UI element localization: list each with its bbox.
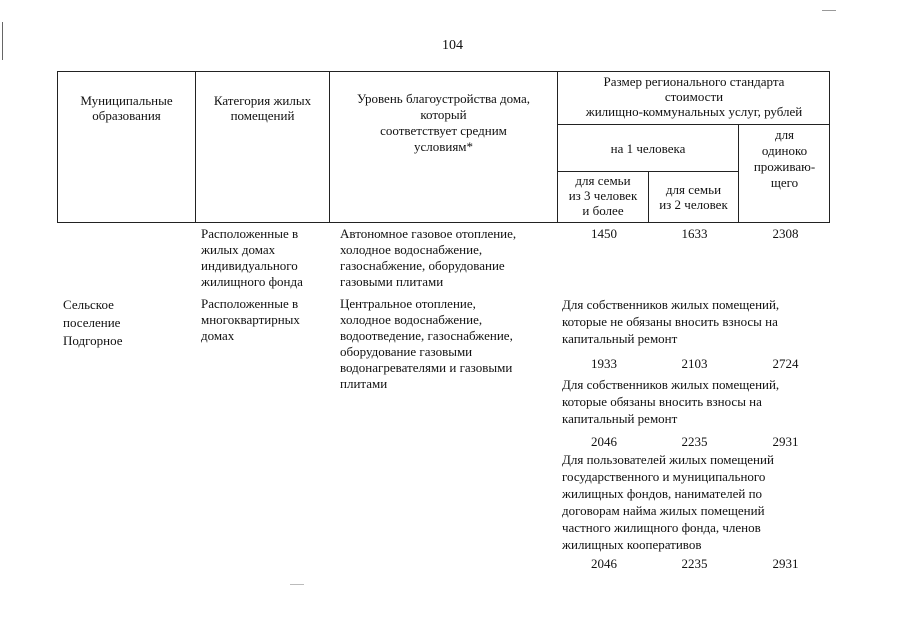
row2-value-3-family3: 2046: [591, 556, 617, 571]
header-per-person: на 1 человека: [610, 140, 686, 156]
scan-mark: [290, 584, 304, 585]
row2-note-1: Для собственников жилых помещений, которые не обязаны вносить взносы на капитальный ремонт: [562, 297, 780, 346]
header-category: Категория жилых помещений: [213, 93, 312, 123]
row2-level: Центральное отопление, холодное водоснабжение, водоотведение, газоснабжение, оборудование газовыми водонагревателями и газовыми плитами: [340, 296, 513, 391]
header-municipal: Муниципальные образования: [80, 93, 173, 123]
row2-note-3: Для пользователей жилых помещений государственного и муниципального жилищных фондов, нанимателей по договорам найма жилых помещений частного жилищного фонда, членов жилищных кооперативов: [562, 452, 774, 552]
header-single: для одиноко проживаю- щего: [753, 127, 816, 190]
header-family2: для семьи из 2 человек: [659, 182, 728, 212]
row1-value-family2: 1633: [681, 226, 708, 241]
row2-category: Расположенные в многоквартирных домах: [201, 296, 300, 343]
row2-value-2-family3: 2046: [591, 434, 617, 449]
row1-category: Расположенные в жилых домах индивидуального жилищного фонда: [201, 226, 303, 289]
header-family3: для семьи из 3 человек и более: [568, 173, 638, 218]
header-level: Уровень благоустройства дома, который соответствует средним условиям*: [356, 91, 531, 154]
row1-value-family3: 1450: [591, 226, 617, 241]
row1-level: Автономное газовое отопление, холодное водоснабжение, газоснабжение, оборудование газовыми плитами: [340, 226, 517, 289]
header-size: Размер регионального стандарта стоимости жилищно-коммунальных услуг, рублей: [585, 74, 803, 119]
row2-value-3-single: 2931: [772, 556, 799, 571]
row2-value-2-family2: 2235: [681, 434, 708, 449]
row2-value-1-family3: 1933: [591, 356, 617, 371]
page-number: 104: [442, 38, 463, 53]
scan-mark: [822, 10, 836, 11]
table-header: [57, 71, 830, 223]
row1-value-single: 2308: [772, 226, 799, 241]
row2-value-3-family2: 2235: [681, 556, 708, 571]
row2-note-2: Для собственников жилых помещений, которые обязаны вносить взносы на капитальный ремонт: [562, 377, 780, 426]
municipality-name: Сельское поселение Подгорное: [63, 297, 123, 348]
row2-value-1-family2: 2103: [681, 356, 708, 371]
row2-value-1-single: 2724: [772, 356, 799, 371]
row2-value-2-single: 2931: [772, 434, 799, 449]
